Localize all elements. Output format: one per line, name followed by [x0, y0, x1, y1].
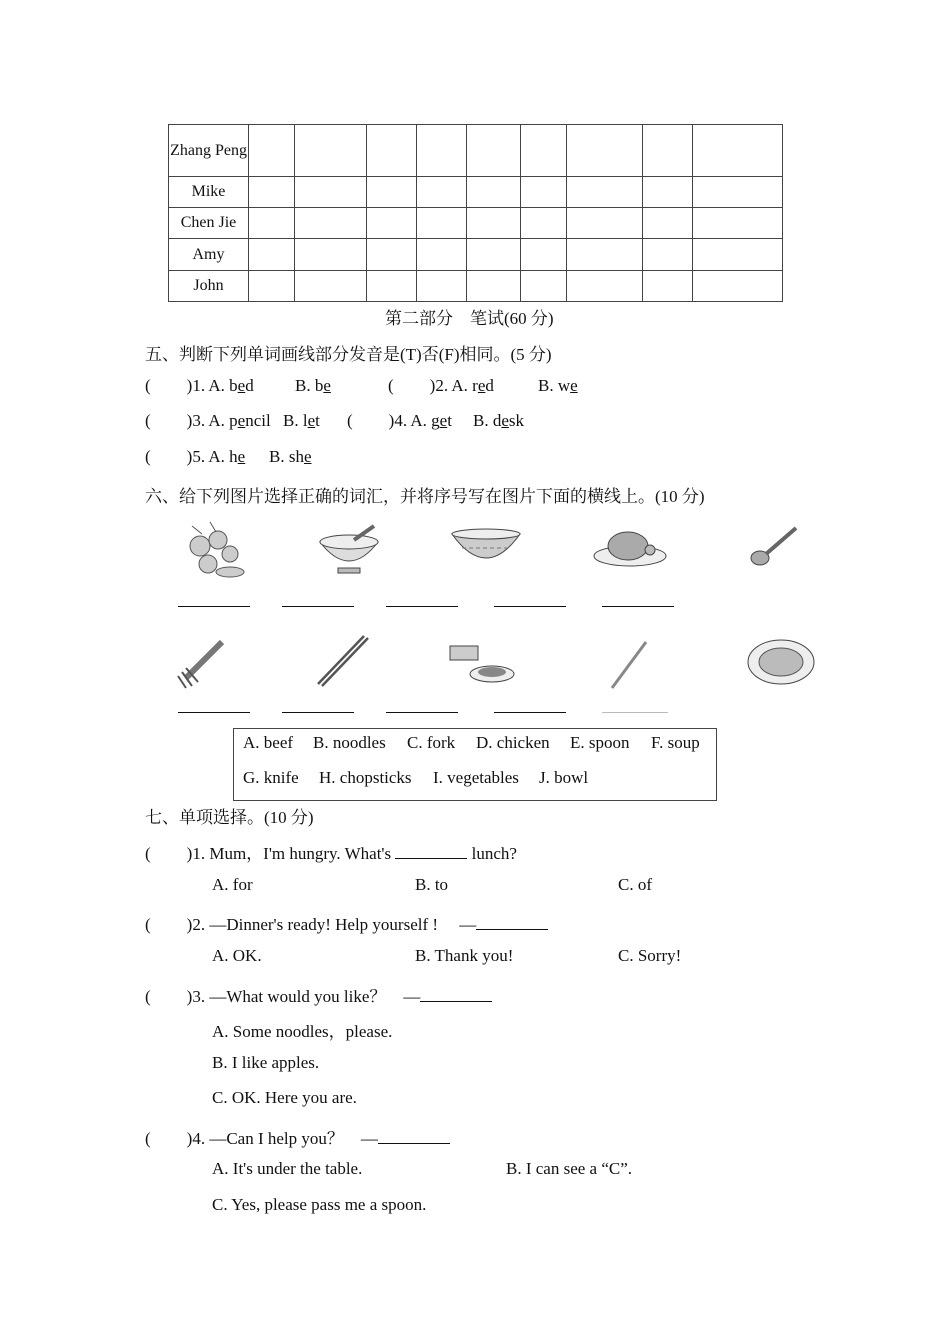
option-c: C. Yes, please pass me a spoon.	[212, 1195, 427, 1214]
section7-title: 七、单项选择。(10 分)	[145, 808, 314, 827]
answer-cell	[367, 125, 417, 177]
question-1: ( )1. Mum，I'm hungry. What's lunch?	[145, 844, 517, 863]
answer-cell	[567, 208, 643, 239]
answer-cell	[249, 271, 295, 302]
answer-cell	[249, 208, 295, 239]
answer-blank[interactable]	[282, 606, 354, 607]
table-row	[169, 125, 783, 177]
knife-picture	[606, 638, 652, 692]
option-b: B. to	[415, 875, 449, 894]
answer-cell	[295, 239, 367, 271]
pronunciation-item: ( )5. A. he B. she	[145, 447, 312, 466]
word-option: A. beef	[243, 733, 294, 752]
option-b: B. Thank you!	[415, 946, 514, 965]
answer-table	[168, 124, 783, 302]
pronunciation-item: ( )3. A. pencil B. let	[145, 411, 320, 430]
answer-cell	[417, 239, 467, 271]
student-name: John	[169, 271, 249, 302]
answer-cell	[567, 271, 643, 302]
answer-cell	[467, 239, 521, 271]
pronunciation-item: ( )1. A. bed B. be	[145, 376, 331, 395]
answer-cell	[367, 177, 417, 208]
answer-cell	[467, 177, 521, 208]
answer-cell	[521, 239, 567, 271]
bowl-picture	[448, 526, 524, 572]
word-options-box	[233, 728, 717, 801]
answer-cell	[295, 177, 367, 208]
word-option: C. fork	[407, 733, 456, 752]
answer-cell	[521, 208, 567, 239]
student-name: Amy	[169, 239, 249, 271]
answer-cell	[693, 208, 783, 239]
soup-bowl-picture	[316, 520, 382, 576]
vegetables-picture	[180, 516, 248, 582]
student-name: Zhang Peng	[169, 125, 249, 177]
answer-blank[interactable]	[494, 712, 566, 713]
spoon-picture	[748, 520, 802, 572]
answer-cell	[467, 125, 521, 177]
answer-cell	[693, 125, 783, 177]
word-option: I. vegetables	[433, 768, 519, 787]
section5-title: 五、判断下列单词画线部分发音是(T)否(F)相同。(5 分)	[145, 345, 552, 364]
answer-cell	[693, 239, 783, 271]
answer-blank[interactable]	[602, 606, 674, 607]
part2-title: 第二部分 笔试(60 分)	[385, 309, 554, 328]
word-option: F. soup	[651, 733, 700, 752]
option-b: B. I like apples.	[212, 1053, 320, 1072]
question-4: ( )4. —Can I help you？ —	[145, 1124, 450, 1149]
question-3: ( )3. —What would you like？ —	[145, 982, 492, 1007]
noodles-picture	[746, 636, 816, 688]
word-option: D. chicken	[476, 733, 550, 752]
table-row	[169, 208, 783, 239]
answer-cell	[567, 125, 643, 177]
answer-cell	[643, 239, 693, 271]
answer-cell	[643, 125, 693, 177]
fork-picture	[172, 634, 232, 690]
pronunciation-item: ( )4. A. get B. desk	[347, 411, 525, 430]
answer-blank[interactable]	[386, 712, 458, 713]
answer-cell	[417, 208, 467, 239]
word-option: H. chopsticks	[319, 768, 412, 787]
answer-cell	[249, 125, 295, 177]
option-a: A. Some noodles，please.	[212, 1022, 393, 1041]
answer-blank[interactable]	[178, 712, 250, 713]
chicken-picture	[592, 522, 668, 570]
option-c: C. of	[618, 875, 652, 894]
answer-cell	[521, 271, 567, 302]
answer-cell	[249, 177, 295, 208]
answer-cell	[693, 271, 783, 302]
option-c: C. Sorry!	[618, 946, 682, 965]
student-name: Chen Jie	[169, 208, 249, 239]
answer-cell	[295, 125, 367, 177]
pronunciation-item: ( )2. A. red B. we	[388, 376, 578, 395]
answer-cell	[367, 271, 417, 302]
answer-cell	[521, 177, 567, 208]
answer-blank[interactable]	[494, 606, 566, 607]
answer-cell	[295, 208, 367, 239]
chopsticks-picture	[314, 632, 370, 688]
word-option: E. spoon	[570, 733, 630, 752]
answer-cell	[643, 208, 693, 239]
answer-cell	[643, 177, 693, 208]
answer-blank[interactable]	[386, 606, 458, 607]
word-option: J. bowl	[539, 768, 589, 787]
answer-cell	[249, 239, 295, 271]
question-2: ( )2. —Dinner's ready! Help yourself ! —	[145, 910, 548, 935]
table-row	[169, 177, 783, 208]
student-name: Mike	[169, 177, 249, 208]
table-row	[169, 271, 783, 302]
option-a: A. for	[212, 875, 253, 894]
section6-title: 六、给下列图片选择正确的词汇，并将序号写在图片下面的横线上。(10 分)	[145, 487, 705, 506]
answer-blank[interactable]	[602, 712, 668, 713]
answer-cell	[417, 177, 467, 208]
answer-cell	[693, 177, 783, 208]
word-option: G. knife	[243, 768, 299, 787]
answer-cell	[521, 125, 567, 177]
answer-cell	[643, 271, 693, 302]
answer-cell	[367, 208, 417, 239]
answer-blank[interactable]	[178, 606, 250, 607]
answer-cell	[467, 271, 521, 302]
word-option: B. noodles	[313, 733, 386, 752]
answer-blank[interactable]	[282, 712, 354, 713]
option-a: A. OK.	[212, 946, 262, 965]
option-b: B. I can see a “C”.	[506, 1159, 633, 1178]
answer-cell	[417, 125, 467, 177]
answer-cell	[567, 177, 643, 208]
option-c: C. OK. Here you are.	[212, 1088, 357, 1107]
beef-picture	[446, 640, 516, 686]
answer-cell	[367, 239, 417, 271]
answer-cell	[567, 239, 643, 271]
table-row	[169, 239, 783, 271]
answer-cell	[417, 271, 467, 302]
answer-cell	[295, 271, 367, 302]
answer-cell	[467, 208, 521, 239]
option-a: A. It's under the table.	[212, 1159, 363, 1178]
